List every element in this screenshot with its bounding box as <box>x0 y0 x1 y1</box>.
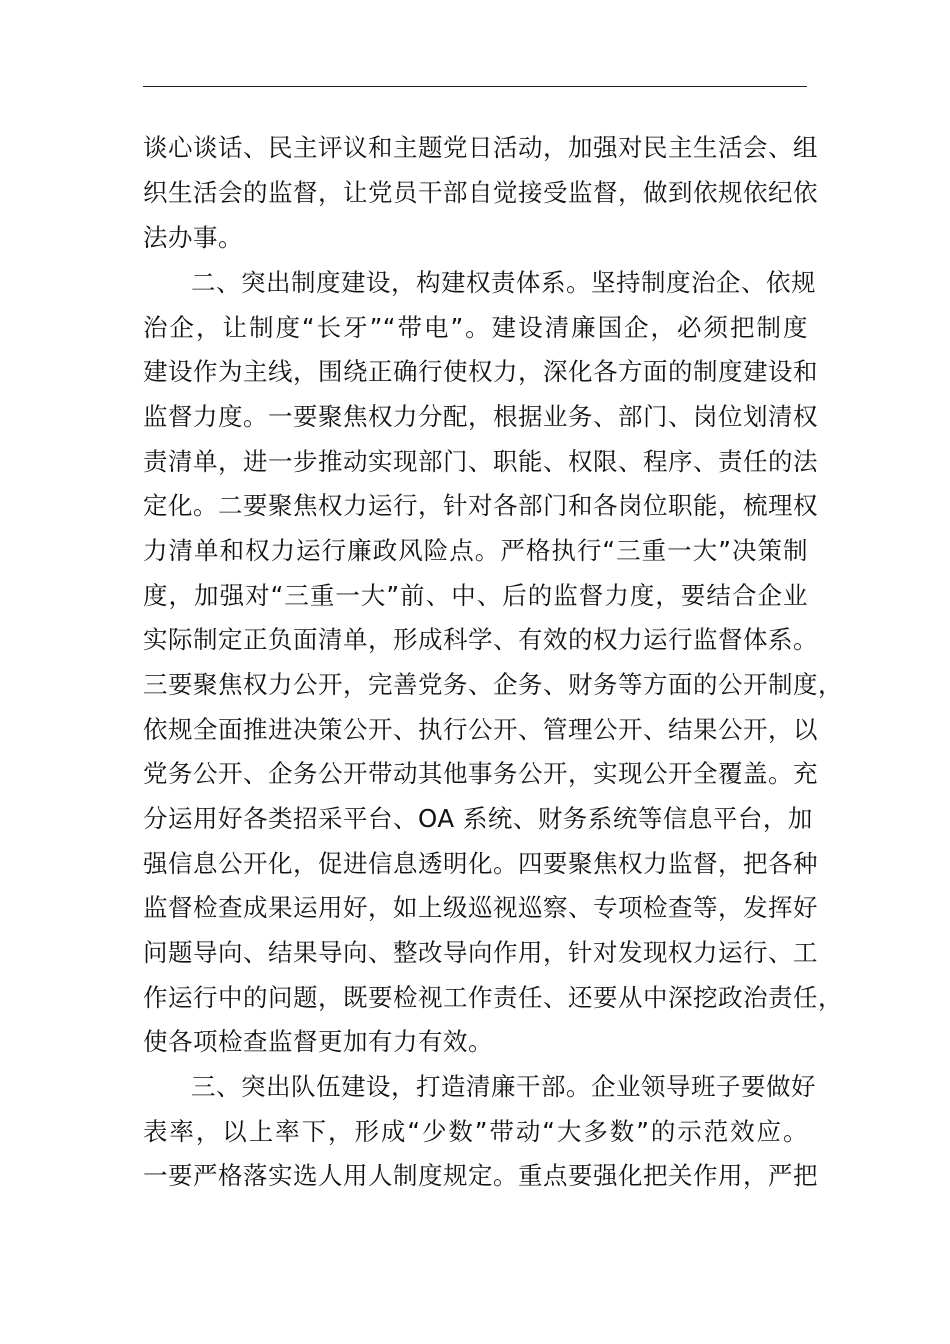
text-line: 谈心谈话、民主评议和主题党日活动，加强对民主生活会、组 <box>143 133 818 162</box>
text-line: 党务公开、企务公开带动其他事务公开，实现公开全覆盖。充 <box>143 759 818 788</box>
paragraph-heading-line: 三、突出队伍建设，打造清廉干部。企业领导班子要做好 <box>191 1072 816 1101</box>
text-line: 治企，让制度“长牙”“带电”。建设清廉国企，必须把制度 <box>143 313 808 342</box>
paragraph-heading-line: 二、突出制度建设，构建权责体系。坚持制度治企、依规 <box>191 268 816 297</box>
text-line: 三要聚焦权力公开，完善党务、企务、财务等方面的公开制度， <box>143 670 843 699</box>
text-line: 力清单和权力运行廉政风险点。严格执行“三重一大”决策制 <box>143 536 808 565</box>
text-line: 监督检查成果运用好，如上级巡视巡察、专项检查等，发挥好 <box>143 893 818 922</box>
text-line: 建设作为主线，围绕正确行使权力，深化各方面的制度建设和 <box>143 357 818 386</box>
text-line: 表率，以上率下，形成“少数”带动“大多数”的示范效应。 <box>143 1117 808 1146</box>
text-line: 责清单，进一步推动实现部门、职能、权限、程序、责任的法 <box>143 447 818 476</box>
text-line: 使各项检查监督更加有力有效。 <box>143 1027 493 1056</box>
header-rule <box>143 86 807 87</box>
text-line: 监督力度。一要聚焦权力分配，根据业务、部门、岗位划清权 <box>143 402 818 431</box>
text-line: 实际制定正负面清单，形成科学、有效的权力运行监督体系。 <box>143 625 818 654</box>
text-line: 作运行中的问题，既要检视工作责任、还要从中深挖政治责任， <box>143 983 843 1012</box>
text-line: 织生活会的监督，让党员干部自觉接受监督，做到依规依纪依 <box>143 178 818 207</box>
text-line: 问题导向、结果导向、整改导向作用，针对发现权力运行、工 <box>143 938 818 967</box>
text-line: 分运用好各类招采平台、OA 系统、财务系统等信息平台，加 <box>143 804 813 833</box>
text-line: 度，加强对“三重一大”前、中、后的监督力度，要结合企业 <box>143 581 808 610</box>
text-line: 强信息公开化，促进信息透明化。四要聚焦权力监督，把各种 <box>143 849 818 878</box>
text-line: 依规全面推进决策公开、执行公开、管理公开、结果公开，以 <box>143 715 818 744</box>
text-line: 法办事。 <box>143 223 243 252</box>
text-line: 一要严格落实选人用人制度规定。重点要强化把关作用，严把 <box>143 1161 818 1190</box>
text-line: 定化。二要聚焦权力运行，针对各部门和各岗位职能，梳理权 <box>143 491 818 520</box>
